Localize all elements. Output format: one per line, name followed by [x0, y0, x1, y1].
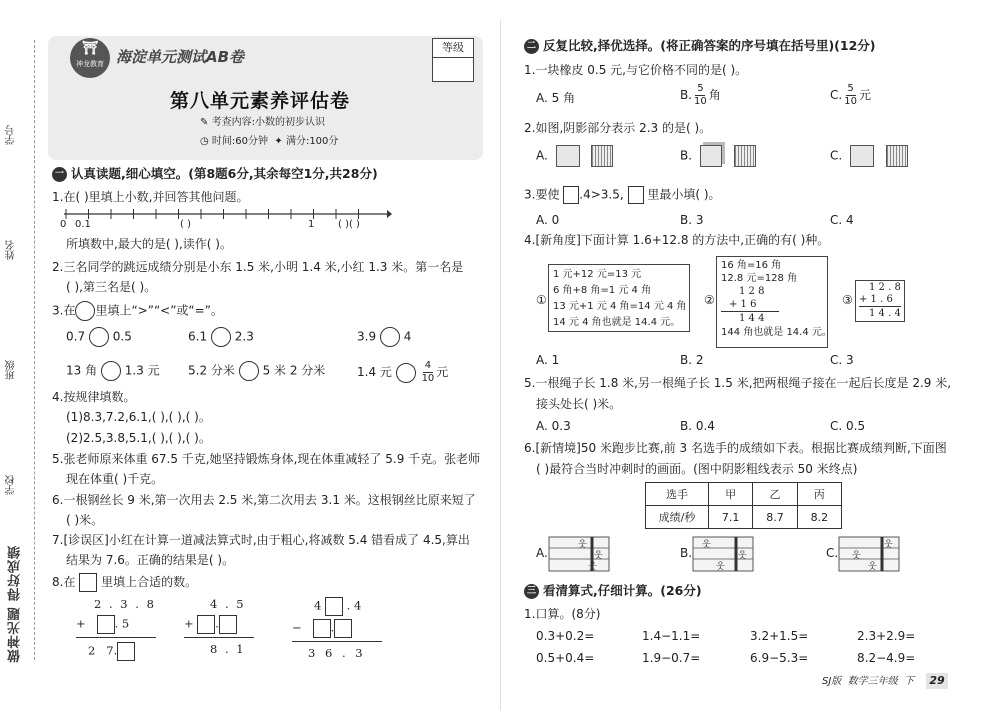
compare-circle[interactable]: [211, 327, 231, 347]
label-class: 班级: [6, 360, 17, 380]
star-icon: ✦: [274, 136, 283, 147]
compare-circle[interactable]: [101, 361, 121, 381]
numberline-label-0: 0: [60, 219, 67, 230]
compare-item: 5.2 分米 5 米 2 分米: [188, 361, 325, 381]
s1-q5a: 5.张老师原来体重 67.5 千克,她坚持锻炼身体,现在体重减轻了 5.9 千克。张老师: [52, 452, 481, 466]
compare-item: 3.9 4: [357, 327, 411, 347]
s2-q5b: 接头处长( )米。: [536, 397, 622, 411]
section2-title: 二 反复比较,择优选择。(将正确答案的序号填在括号里)(12分): [524, 38, 876, 54]
content-note: ✎ 考查内容:小数的初步认识: [200, 117, 325, 128]
section3-title: 三 看清算式,仔细计算。(26分): [524, 583, 702, 599]
s1-q4a: (1)8.3,7.2,6.1,( ),( ),( )。: [66, 410, 211, 424]
vertical-calc-3: 4 . 4 − . 3 6 . 3: [292, 597, 382, 661]
unit-square-icon: [850, 145, 874, 167]
answer-box[interactable]: [117, 642, 135, 661]
s1-q7b: 结果为 7.6。正确的结果是( )。: [66, 553, 235, 567]
footer: SJ版 数学三年级 下: [822, 676, 915, 687]
s2-q1-optA[interactable]: A. 5 角: [536, 91, 576, 105]
section1-title: 一 认真读题,细心填空。(第8题6分,其余每空1分,共28分): [52, 166, 378, 182]
method-1-label: ①: [536, 293, 547, 307]
s1-q1b: 所填数中,最大的是( ),读作( )。: [66, 237, 232, 251]
grade-box: [432, 38, 474, 82]
method-3-label: ③: [842, 293, 853, 307]
tenths-bar-icon: [734, 145, 756, 167]
section3-badge: 三: [524, 584, 539, 599]
svg-text:웃: 웃: [868, 562, 877, 572]
results-table: [645, 482, 842, 529]
compare-circle[interactable]: [75, 301, 95, 321]
page-title: 第八单元素养评估卷: [170, 90, 351, 112]
answer-box[interactable]: [79, 573, 97, 592]
s2-q5a: 5.一根绳子长 1.8 米,另一根绳子长 1.5 米,把两根绳子接在一起后长度是 2.9 米,: [524, 376, 952, 390]
s2-q6b: ( )最符合当时冲刺时的画面。(图中阴影粗线表示 50 米终点): [536, 462, 858, 476]
method-1-box: 1 元+12 元=13 元 6 角+8 角=1 元 4 角 13 元+1 元 4 角=14 元 4 角 14 元 4 角也就是 14.4 元。: [548, 264, 690, 332]
answer-box[interactable]: [219, 615, 237, 634]
s2-q6-optC[interactable]: C.: [826, 546, 839, 560]
s2-q5-optC[interactable]: C. 0.5: [830, 419, 866, 433]
oral-calc: 0.5+0.4=: [536, 651, 595, 665]
label-name: 姓名: [6, 240, 17, 260]
svg-text:웃: 웃: [578, 540, 587, 550]
s2-q5-optA[interactable]: A. 0.3: [536, 419, 571, 433]
s1-q6b: ( )米。: [66, 513, 104, 527]
answer-box[interactable]: [563, 186, 579, 204]
unit-square-icon: [556, 145, 580, 167]
s2-q1: 1.一块橡皮 0.5 元,与它价格不同的是( )。: [524, 63, 748, 77]
numberline-label-4: ( )( ): [338, 219, 360, 230]
compare-item: 0.7 0.5: [66, 327, 132, 347]
table-row: 选手 甲 乙 丙: [646, 483, 842, 506]
oral-calc: 6.9−5.3=: [750, 651, 809, 665]
svg-text:웃: 웃: [716, 562, 725, 572]
s2-q5-optB[interactable]: B. 0.4: [680, 419, 715, 433]
answer-box[interactable]: [197, 615, 215, 634]
s2-q2-optB[interactable]: B.: [680, 145, 756, 167]
s3-q1: 1.口算。(8分): [524, 607, 601, 621]
answer-box[interactable]: [628, 186, 644, 204]
page-fold: [500, 20, 501, 710]
binding-margin: [0, 0, 40, 721]
vertical-calc-2: 4 . 5 + . 8 . 1: [184, 597, 254, 657]
answer-box[interactable]: [313, 619, 331, 638]
compare-circle[interactable]: [89, 327, 109, 347]
s1-q3: 3.在 里填上“>”“<”或“=”。: [52, 301, 223, 321]
s2-q4-optB[interactable]: B. 2: [680, 353, 704, 367]
numberline-label-2: ( ): [180, 219, 191, 230]
tenths-bar-icon: [591, 145, 613, 167]
s2-q3-optA[interactable]: A. 0: [536, 213, 560, 227]
answer-box[interactable]: [334, 619, 352, 638]
oral-calc: 2.3+2.9=: [857, 629, 916, 643]
oral-calc: 8.2−4.9=: [857, 651, 916, 665]
spine-text: 做神光题 得好成绩: [8, 545, 23, 663]
label-school: 学校: [6, 475, 17, 495]
clock-icon: ◷: [200, 136, 209, 147]
race-picture-c: [838, 536, 900, 572]
svg-text:웃: 웃: [884, 540, 893, 550]
section1-badge: 一: [52, 167, 67, 182]
s1-q2b: ( ),第三名是( )。: [66, 280, 157, 294]
svg-text:웃: 웃: [852, 551, 861, 561]
svg-text:웃: 웃: [594, 551, 603, 561]
race-picture-b: [692, 536, 754, 572]
oral-calc: 1.9−0.7=: [642, 651, 701, 665]
pencil-icon: ✎: [200, 117, 209, 128]
s2-q4-optC[interactable]: C. 3: [830, 353, 854, 367]
s2-q1-optC[interactable]: C. $\frac{5}{10}$ 元: [830, 83, 871, 107]
section2-badge: 二: [524, 39, 539, 54]
s2-q3-optC[interactable]: C. 4: [830, 213, 854, 227]
brand-logo: ⛩ 神龙教育: [70, 38, 110, 78]
brand-logo-text: 神龙教育: [76, 60, 104, 68]
s1-q4b: (2)2.5,3.8,5.1,( ),( ),( )。: [66, 431, 211, 445]
method-3-box: 1 2 . 8 + 1 . 6 1 4 . 4: [855, 280, 905, 322]
oral-calc: 3.2+1.5=: [750, 629, 809, 643]
compare-circle[interactable]: [239, 361, 259, 381]
s1-q7a: 7.[诊误区]小红在计算一道减法算式时,由于粗心,将减数 5.4 错看成了 4.5,算出: [52, 533, 470, 547]
compare-item: 6.1 2.3: [188, 327, 254, 347]
compare-item: 1.4 元 $\frac{4}{10}$ 元: [357, 360, 449, 384]
table-row: 成绩/秒 7.1 8.7 8.2: [646, 506, 842, 529]
method-2-label: ②: [704, 293, 715, 307]
s1-q5b: 现在体重( )千克。: [66, 472, 164, 486]
vertical-calc-1: 2 . 3 . 8 + . 5 2 7.: [76, 597, 156, 661]
s2-q6a: 6.[新情境]50 米跑步比赛,前 3 名选手的成绩如下表。根据比赛成绩判断,下面图: [524, 441, 947, 455]
method-2-box: 16 角=16 角 12.8 元=128 角 1 2 8 + 1 6 1 4 4 144 角也就是 14.4 元。: [716, 256, 828, 348]
s1-q1: 1.在( )里填上小数,并回答其他问题。: [52, 190, 249, 204]
s2-q4: 4.[新角度]下面计算 1.6+12.8 的方法中,正确的有( )种。: [524, 233, 830, 247]
s2-q3-optB[interactable]: B. 3: [680, 213, 704, 227]
time-score-note: ◷ 时间:60分钟 ✦ 满分:100分: [200, 136, 339, 147]
grade-label: 等级: [433, 39, 473, 58]
label-student-id: 学号: [6, 125, 17, 145]
s2-q4-optA[interactable]: A. 1: [536, 353, 560, 367]
s2-q6-optA[interactable]: A.: [536, 546, 548, 560]
s2-q2: 2.如图,阴影部分表示 2.3 的是( )。: [524, 121, 712, 135]
numberline-label-3: 1: [308, 219, 315, 230]
s2-q2-optC[interactable]: C.: [830, 145, 908, 167]
answer-box[interactable]: [97, 615, 115, 634]
s1-q2a: 2.三名同学的跳远成绩分别是小东 1.5 米,小明 1.4 米,小红 1.3 米。第一名是: [52, 260, 464, 274]
fraction: $\frac{4}{10}$: [421, 360, 435, 384]
compare-circle[interactable]: [380, 327, 400, 347]
race-picture-a: [548, 536, 610, 572]
s1-q8: 8.在 里填上合适的数。: [52, 573, 197, 592]
page-number: 29: [926, 673, 948, 689]
brand-series: 海淀单元测试AB卷: [116, 48, 245, 66]
compare-item: 13 角 1.3 元: [66, 361, 160, 381]
s2-q1-optB[interactable]: B. $\frac{5}{10}$ 角: [680, 83, 721, 107]
svg-text:웃: 웃: [702, 540, 711, 550]
svg-text:웃: 웃: [588, 562, 597, 572]
s2-q2-optA[interactable]: A.: [536, 145, 613, 167]
unit-square-icon: [700, 145, 722, 167]
s1-q6a: 6.一根钢丝长 9 米,第一次用去 2.5 米,第二次用去 3.1 米。这根钢丝比原来短了: [52, 493, 476, 507]
s2-q3: 3.要使 .4>3.5, 里最小填( )。: [524, 186, 721, 204]
numberline-label-1: 0.1: [75, 219, 91, 230]
tenths-bar-icon: [886, 145, 908, 167]
answer-box[interactable]: [325, 597, 343, 616]
oral-calc: 1.4−1.1=: [642, 629, 701, 643]
svg-text:웃: 웃: [738, 551, 747, 561]
oral-calc: 0.3+0.2=: [536, 629, 595, 643]
compare-circle[interactable]: [396, 363, 416, 383]
s2-q6-optB[interactable]: B.: [680, 546, 693, 560]
s1-q4: 4.按规律填数。: [52, 390, 136, 404]
